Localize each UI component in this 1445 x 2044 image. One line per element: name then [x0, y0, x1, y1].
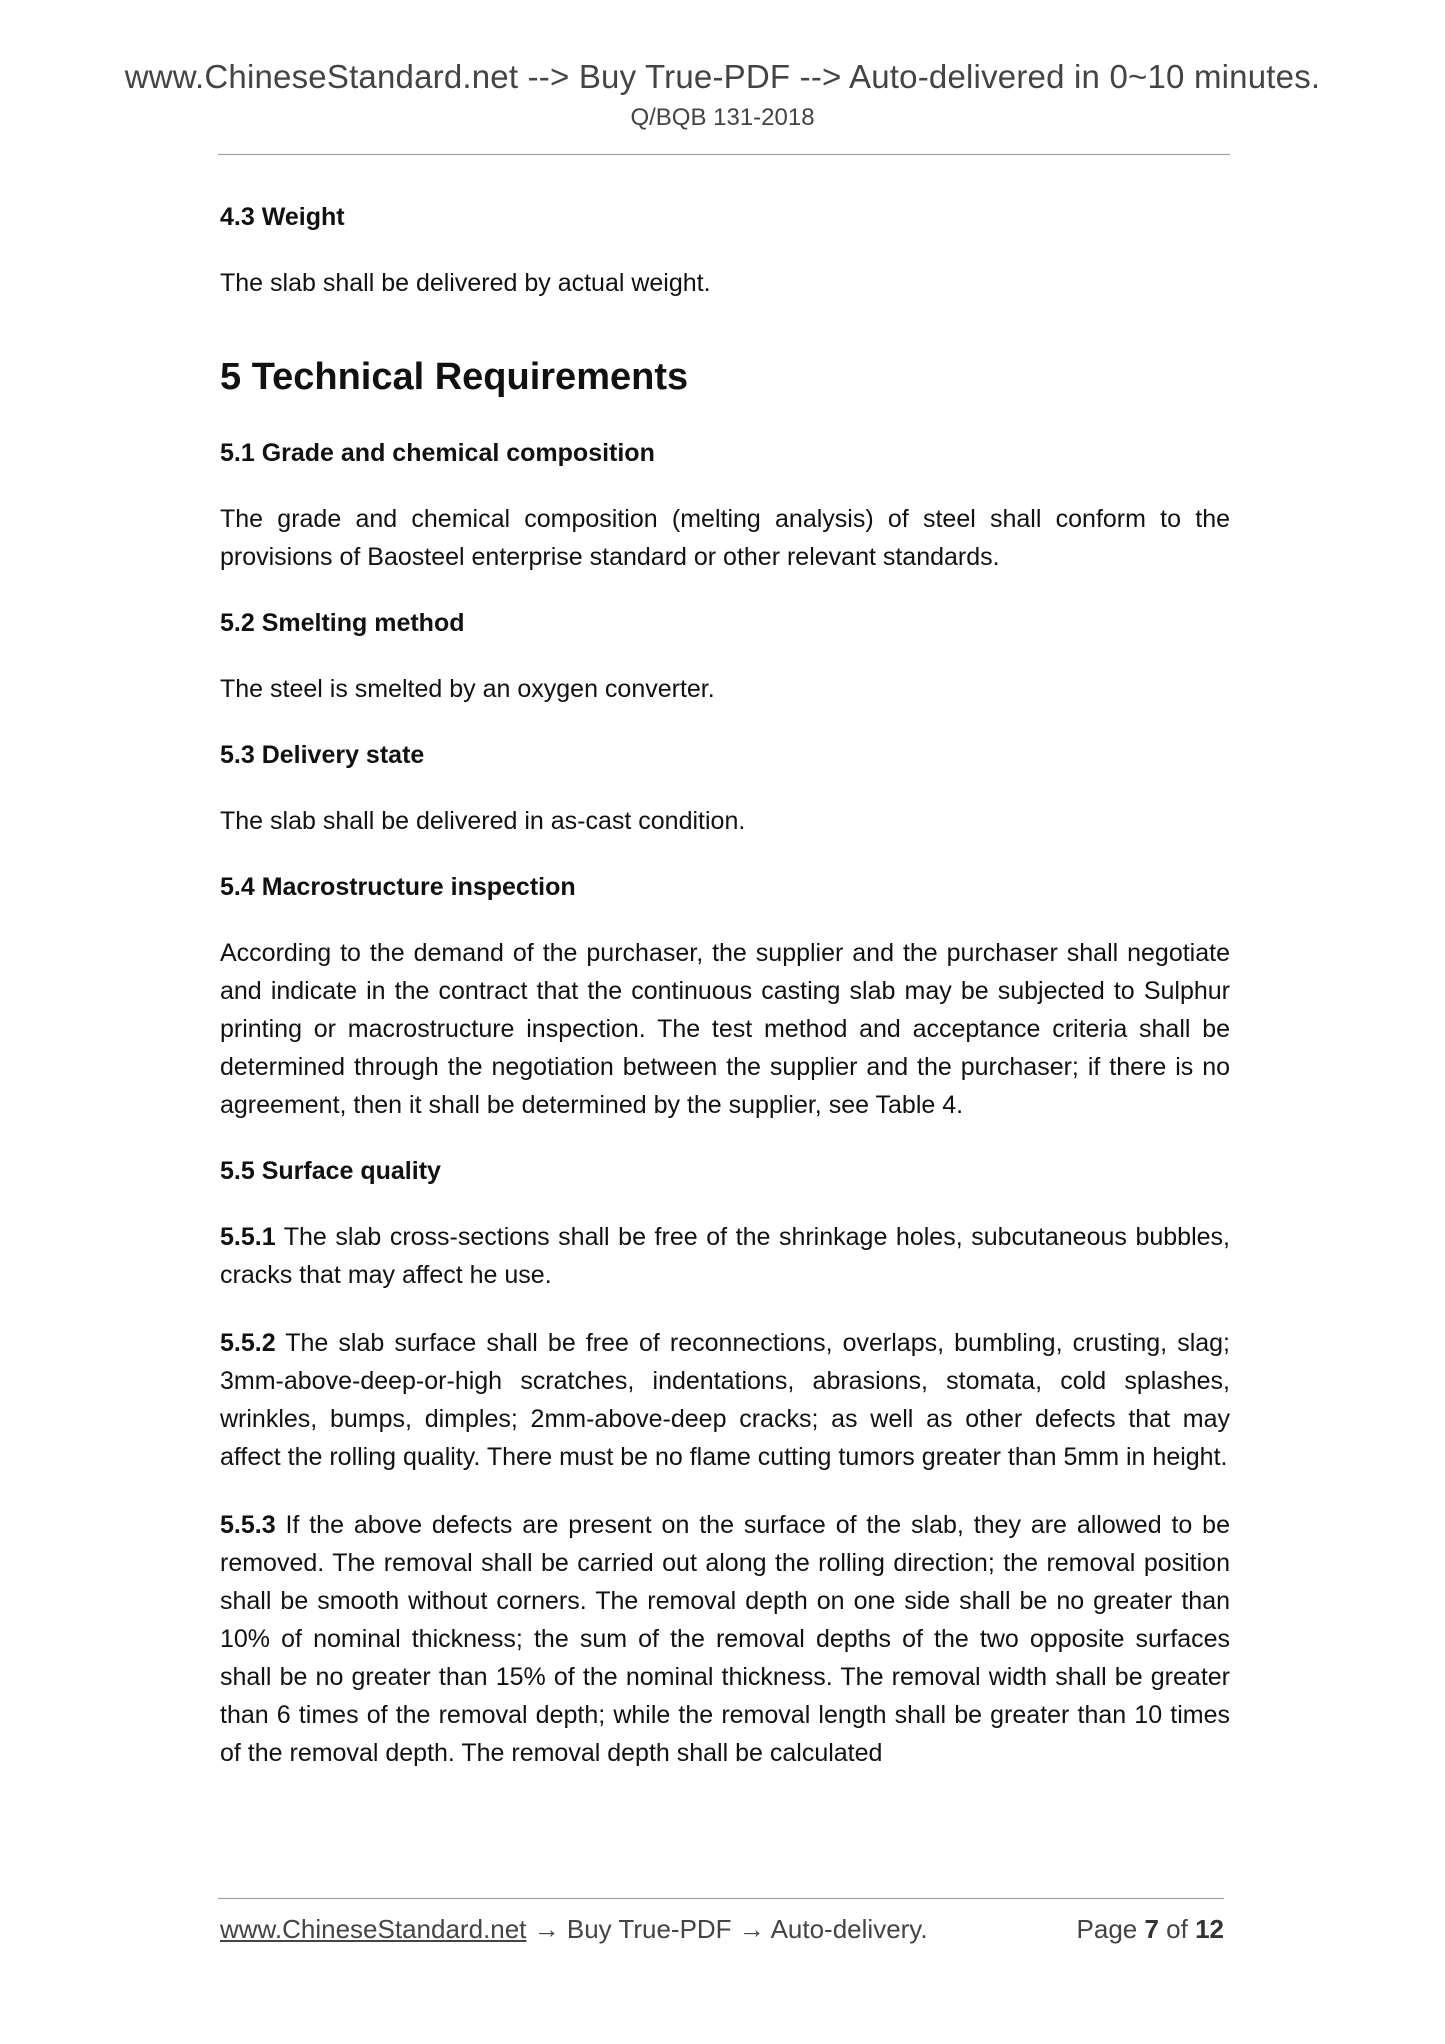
clause-5-5-3-number: 5.5.3	[220, 1511, 276, 1539]
of-word: of	[1158, 1914, 1196, 1944]
footer-left	[220, 1914, 928, 1945]
standard-number: Q/BQB 131-2018	[630, 104, 815, 131]
clause-5-5-3	[220, 1506, 1230, 1772]
section-4-3-text: The slab shall be delivered by actual weight.	[220, 269, 711, 297]
section-5-1-text: The grade and chemical composition (melting analysis) of steel shall conform to the provisions of Baosteel enterprise standard or other relevant standards.	[220, 505, 1230, 571]
current-page-number: 7	[1144, 1914, 1159, 1944]
clause-5-5-1-text: The slab cross-sections shall be free of the shrinkage holes, subcutaneous bubbles, cracks that may affect he use.	[220, 1223, 1230, 1289]
footer-site-link[interactable]: www.ChineseStandard.net	[220, 1914, 527, 1944]
section-5-4-heading: 5.4 Macrostructure inspection	[220, 873, 576, 901]
footer-tagline: → Buy True-PDF → Auto-delivery.	[526, 1914, 928, 1944]
clause-5-5-2-number: 5.5.2	[220, 1329, 276, 1357]
page-content	[220, 200, 1230, 1772]
total-pages-number: 12	[1195, 1914, 1224, 1944]
clause-5-5-3-text: If the above defects are present on the surface of the slab, they are allowed to be removed. The removal shall be carried out along the rolling direction; the removal position shall be smooth without corners. The removal depth on one side shall be no greater than 10% of nominal thickness; the sum of the removal depths of the two opposite surfaces shall be no greater than 15% of the nominal thickness. The removal width shall be greater than 6 times of the removal depth; while the removal length shall be greater than 10 times of the removal depth. The removal depth shall be calculated	[220, 1511, 1230, 1767]
section-5-3-heading: 5.3 Delivery state	[220, 741, 425, 769]
section-5-4-text: According to the demand of the purchaser, the supplier and the purchaser shall negotiate and indicate in the contract that the continuous casting slab may be subjected to Sulphur printing or macrostructure inspection. The test method and acceptance criteria shall be determined through the negotiation between the supplier and the purchaser; if there is no agreement, then it shall be determined by the supplier, see Table 4.	[220, 939, 1230, 1119]
section-5-2-heading: 5.2 Smelting method	[220, 609, 465, 637]
header-banner: www.ChineseStandard.net --> Buy True-PDF --> Auto-delivered in 0~10 minutes.	[124, 58, 1321, 95]
section-5-3-text: The slab shall be delivered in as-cast condition.	[220, 807, 746, 835]
clause-5-5-1	[220, 1218, 1230, 1294]
page-indicator	[1077, 1914, 1224, 1945]
section-5-5-heading: 5.5 Surface quality	[220, 1157, 441, 1185]
clause-5-5-1-number: 5.5.1	[220, 1223, 276, 1251]
footer-divider	[218, 1898, 1224, 1899]
section-5-2-text: The steel is smelted by an oxygen converter.	[220, 675, 715, 703]
clause-5-5-2	[220, 1324, 1230, 1476]
page-footer	[220, 1914, 1224, 1948]
section-4-3-heading: 4.3 Weight	[220, 203, 345, 231]
chapter-5-heading: 5 Technical Requirements	[220, 356, 689, 398]
header-divider	[218, 154, 1230, 155]
section-5-1-heading: 5.1 Grade and chemical composition	[220, 439, 655, 467]
page-word: Page	[1076, 1914, 1145, 1944]
clause-5-5-2-text: The slab surface shall be free of reconnections, overlaps, bumbling, crusting, slag; 3mm-above-deep-or-high scratches, indentations, abrasions, stomata, cold splashes, wrinkles, bumps, dimples; 2mm-above-deep cracks; as well as other defects that may affect the rolling quality. There must be no flame cutting tumors greater than 5mm in height.	[220, 1329, 1230, 1471]
